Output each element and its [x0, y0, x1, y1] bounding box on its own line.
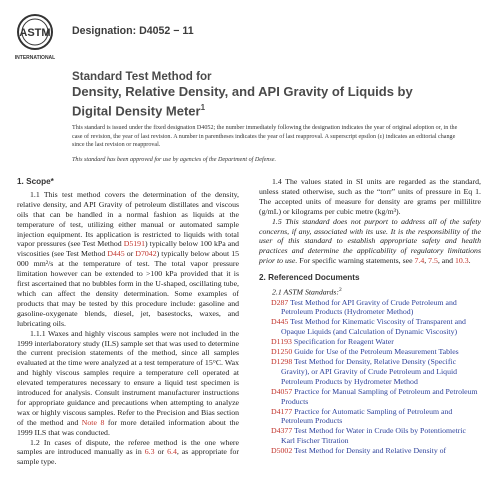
title-footnote-mark: 1: [200, 102, 206, 112]
dod-approval: This standard has been approved for use by agencies of the Department of Defense.: [72, 156, 276, 163]
designation: Designation: D4052 − 11: [72, 25, 194, 37]
link-10-3[interactable]: 10.3: [455, 256, 469, 266]
paragraph-1-2: 1.2 In cases of dispute, the referee method is the one where samples are introduced manually as in 6.3 or 6.4, as appropriate for sample type.: [17, 437, 240, 467]
title-line-3: Digital Density Meter$^1$: [72, 102, 206, 118]
issuance-notice: [72, 124, 462, 164]
left-column: [17, 177, 239, 467]
referenced-documents-heading: 2. Referenced Documents: [259, 273, 360, 283]
link-d7042[interactable]: D7042: [135, 249, 157, 259]
link-7-5[interactable]: 7.5: [428, 256, 438, 266]
paragraph-1-1-1: 1.1.1 Waxes and highly viscous samples were not included in the 1999 interlaboratory study (ILS) sample set that was used to determine the current precision statements of the method, since all samples evaluated at the time were analyzed at a test temperature of 15°C. Wax and highly viscous samples require a temperature cell operated at elevated temperatures necessary to ensure a liquid test specimen is introduced for analysis. Consult instrument manufacturer instructions for appropriate guidance and precautions when attempting to analyze wax or highly viscous samples. Refer to the Precision and Bias section of the method and Note 8 for more detailed information about the 1999 ILS that was conducted.: [17, 328, 239, 437]
reference-item[interactable]: D1250 Guide for Use of the Petroleum Measurement Tables: [271, 347, 459, 357]
right-column: [259, 177, 481, 456]
svg-text:ASTM: ASTM: [19, 27, 51, 39]
document-title: [72, 70, 472, 118]
reference-item[interactable]: D287 Test Method for API Gravity of Crude Petroleum and Petroleum Products (Hydrometer Method): [271, 297, 457, 317]
link-note-8[interactable]: Note 8: [81, 417, 105, 427]
reference-item[interactable]: D4177 Practice for Automatic Sampling of Petroleum and Petroleum Products: [271, 406, 453, 426]
reference-item[interactable]: D4057 Practice for Manual Sampling of Petroleum and Petroleum Products: [271, 386, 478, 406]
scope-heading: 1. Scope*: [17, 177, 54, 186]
reference-item[interactable]: D1193 Specification for Reagent Water: [271, 337, 394, 347]
link-d445[interactable]: D445: [107, 249, 125, 259]
link-7-4[interactable]: 7.4: [414, 256, 425, 266]
logo-caption: INTERNATIONAL: [14, 55, 56, 61]
link-6-4[interactable]: 6.4: [167, 447, 177, 457]
paragraph-1-4: 1.4 The values stated in SI units are regarded as the standard, unless stated otherwise, such as the “torr” units of pressure in Eq 1. The accepted units of measure for density are grams per millilitre (g/mL) or kilograms per cubic metre (kg/m³).: [259, 177, 481, 216]
reference-item[interactable]: D1298 Test Method for Density, Relative Density (Specific Gravity), or API Gravity of Crude Petroleum and Liquid Petroleum Products by Hydrometer Method: [271, 357, 458, 386]
reference-item[interactable]: D445 Test Method for Kinematic Viscosity of Transparent and Opaque Liquids (and Calculation of Dynamic Viscosity): [271, 317, 466, 337]
reference-list: [259, 298, 481, 457]
reference-item[interactable]: D4377 Test Method for Water in Crude Oils by Potentiometric Karl Fischer Titration: [271, 426, 466, 446]
paragraph-1-5: 1.5 This standard does not purport to address all of the safety concerns, if any, associated with its use. It is the responsibility of the user of this standard to establish appropriate safety and health practices and determine the applicability of regulatory limitations prior to use. For specific warning statements, see 7.4, 7.5, and 10.3.: [259, 216, 481, 266]
astm-logo: [13, 12, 57, 62]
link-6-3[interactable]: 6.3: [144, 447, 155, 457]
reference-item[interactable]: D5002 Test Method for Density and Relative Density of: [271, 446, 447, 456]
paragraph-1-1: 1.1 This test method covers the determination of the density, relative density, and API Gravity of petroleum distillates and viscous oils that can be handled in a normal fashion as liquids at the temperature of test, utilizing either manual or automated sample injection equipment. Its application is restricted to liquids with total vapor pressures (see Test Method D5191) typically below 100 kPa and viscosities (see Test Method D445 or D7042) typically below about 15 000 mm²/s at the temperature of test. The total vapor pressure limitation however can be extended to >100 kPa provided that it is first ascertained that no bubbles form in the U-shaped, oscillating tube, which can affect the density determination. Some examples of products that may be tested by this procedure include: gasoline and gasoline-oxygenate blends, diesel, jet, basestocks, waxes, and lubricating oils.: [17, 189, 239, 328]
title-line-2: Density, Relative Density, and API Gravity of Liquids by: [72, 84, 413, 99]
astm-standards-subheading: 2.1 ASTM Standards:$^2$: [272, 287, 342, 297]
link-d5191[interactable]: D5191: [123, 239, 145, 249]
title-line-1: Standard Test Method for: [72, 70, 212, 83]
notice-text: This standard is issued under the fixed designation D4052; the number immediately following the designation indicates the year of original adoption or, in the case of revision, the year of last revision. A number in parentheses indicates the year of last reapproval. A superscript epsilon (ε) indicates an editorial change since the last revision or reapproval.: [72, 125, 458, 149]
